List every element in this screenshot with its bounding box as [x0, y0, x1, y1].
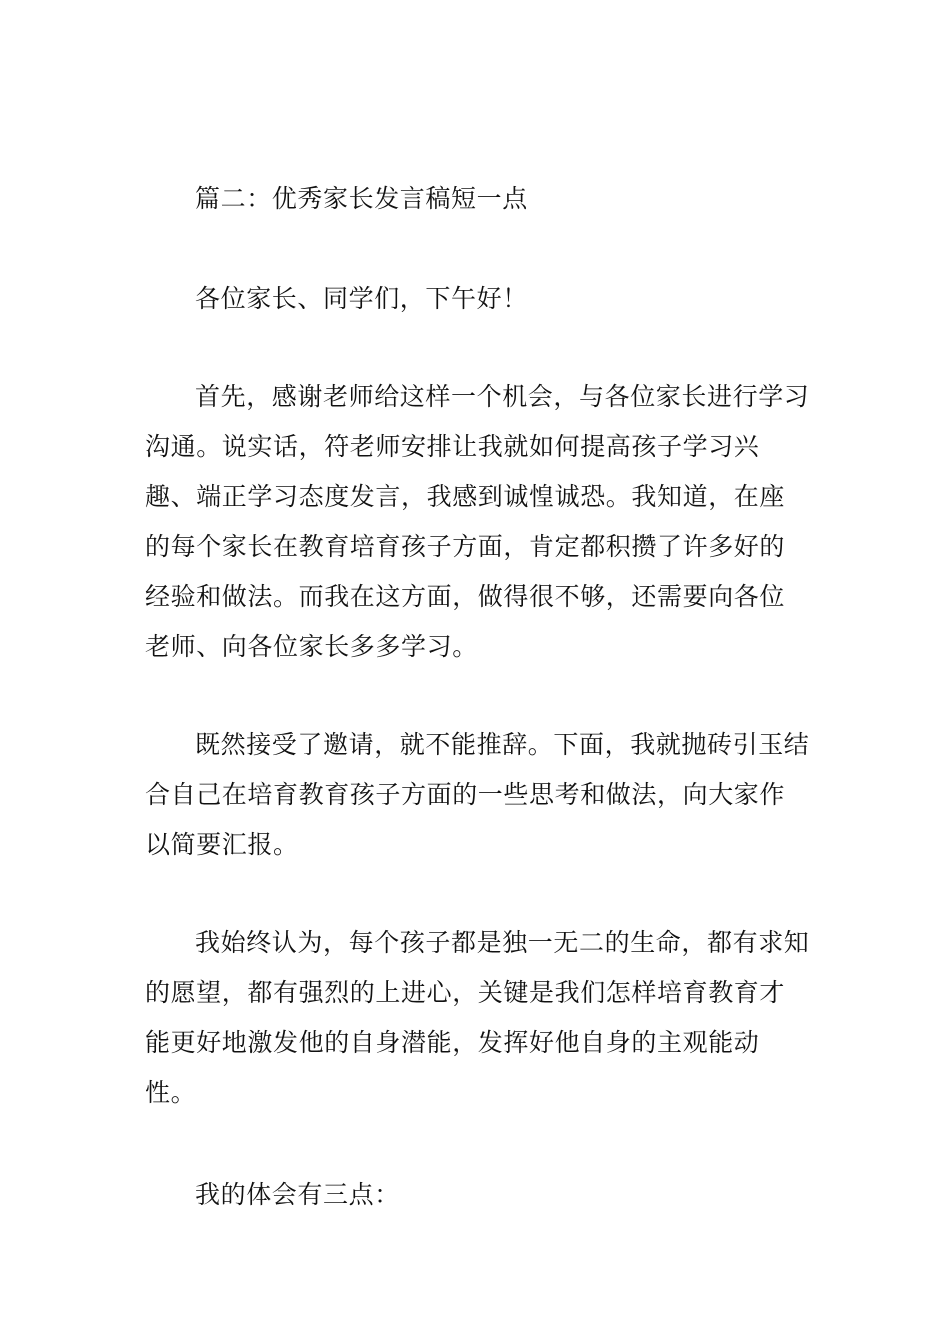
body-paragraph: 我始终认为，每个孩子都是独一无二的生命，都有求知的愿望，都有强烈的上进心，关键是我们怎样培育教育才能更好地激发他的自身潜能，发挥好他自身的主观能动性。	[145, 928, 810, 1107]
body-paragraph: 首先，感谢老师给这样一个机会，与各位家长进行学习沟通。说实话，符老师安排让我就如何提高孩子学习兴趣、端正学习态度发言，我感到诚惶诚恐。我知道，在座的每个家长在教育培育孩子方面，肯定都积攒了许多好的经验和做法。而我在这方面，做得很不够，还需要向各位老师、向各位家长多多学习。	[145, 382, 810, 661]
body-paragraph: 我的体会有三点：	[195, 1180, 400, 1209]
body-paragraph: 既然接受了邀请，就不能推辞。下面，我就抛砖引玉结合自己在培育教育孩子方面的一些思考和做法，向大家作以简要汇报。	[145, 730, 810, 859]
greeting-paragraph: 各位家长、同学们，下午好！	[195, 284, 528, 313]
document-heading: 篇二：优秀家长发言稿短一点	[195, 184, 528, 213]
